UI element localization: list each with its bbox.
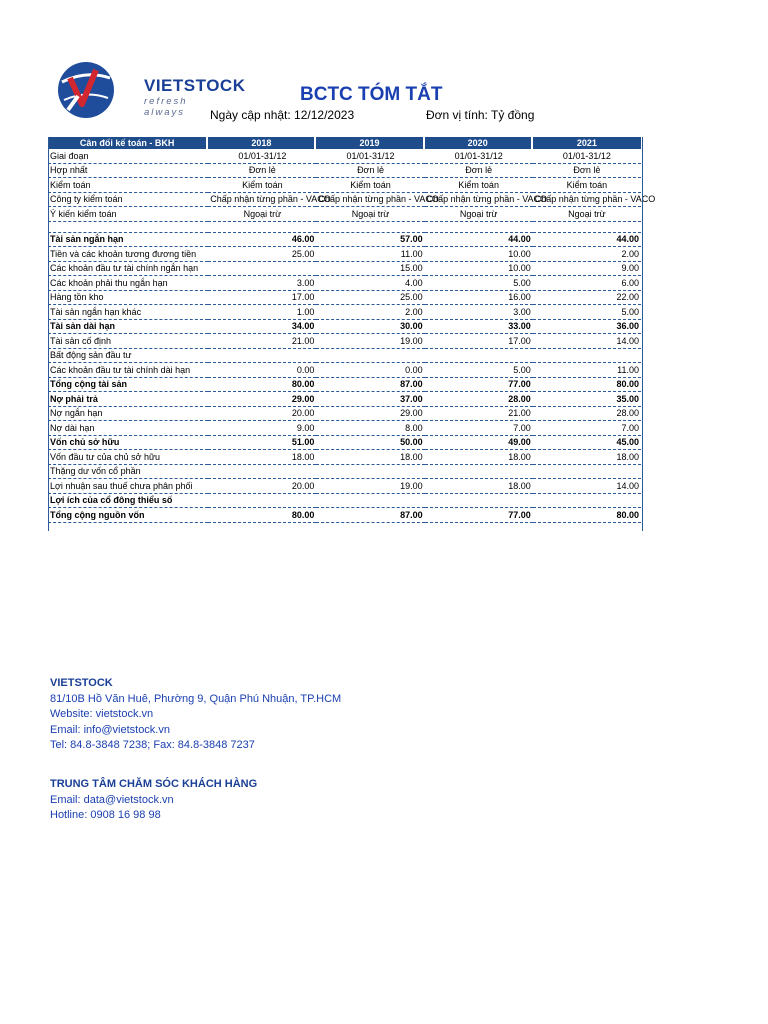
row-value: Kiểm toán xyxy=(208,178,316,193)
row-value xyxy=(425,465,533,480)
table-row xyxy=(48,320,641,335)
table-row xyxy=(48,164,641,179)
row-value: 17.00 xyxy=(208,291,316,306)
row-label: Nợ ngắn hạn xyxy=(48,407,208,422)
row-label: Thặng dư vốn cổ phần xyxy=(48,465,208,480)
spacer-row xyxy=(48,222,641,233)
row-value: 80.00 xyxy=(533,378,641,393)
row-value: 87.00 xyxy=(316,508,424,523)
row-value: 5.00 xyxy=(533,305,641,320)
row-value: 11.00 xyxy=(316,247,424,262)
row-value: 21.00 xyxy=(425,407,533,422)
row-value: 19.00 xyxy=(316,479,424,494)
row-value: 01/01-31/12 xyxy=(533,149,641,164)
row-value: Đơn lẻ xyxy=(316,164,424,179)
row-value: 2.00 xyxy=(533,247,641,262)
row-label: Tài sản ngắn hạn xyxy=(48,233,208,248)
balance-sheet-table xyxy=(48,137,656,523)
row-label: Hàng tồn kho xyxy=(48,291,208,306)
row-value: 01/01-31/12 xyxy=(316,149,424,164)
table-row xyxy=(48,363,641,378)
header-cell: Cân đối kế toán - BKH xyxy=(48,137,208,149)
table-row xyxy=(48,450,641,465)
row-value: 19.00 xyxy=(316,334,424,349)
row-value: 18.00 xyxy=(425,479,533,494)
row-value: Ngoại trừ xyxy=(316,207,424,222)
row-label: Hợp nhất xyxy=(48,164,208,179)
table-row xyxy=(48,262,641,277)
row-value: 10.00 xyxy=(425,262,533,277)
table-row xyxy=(48,479,641,494)
table-header-row xyxy=(48,137,641,149)
row-value: 25.00 xyxy=(208,247,316,262)
row-value: 44.00 xyxy=(533,233,641,248)
row-value: 0.00 xyxy=(208,363,316,378)
row-value: 28.00 xyxy=(425,392,533,407)
company-info xyxy=(50,676,341,754)
row-label: Ý kiến kiểm toán xyxy=(48,207,208,222)
unit-label: Đơn vị tính: Tỷ đồng xyxy=(426,108,535,122)
row-value: 3.00 xyxy=(425,305,533,320)
row-value xyxy=(425,494,533,509)
header-cell: 2021 xyxy=(533,137,641,149)
table-row xyxy=(48,421,641,436)
row-value: Chấp nhận từng phần - VACO xyxy=(208,193,316,208)
table-row xyxy=(48,193,641,208)
row-value: 22.00 xyxy=(533,291,641,306)
row-value: 44.00 xyxy=(425,233,533,248)
support-title: TRUNG TÂM CHĂM SÓC KHÁCH HÀNG xyxy=(50,778,258,790)
row-value: 18.00 xyxy=(533,450,641,465)
row-value: 49.00 xyxy=(425,436,533,451)
row-value: 25.00 xyxy=(316,291,424,306)
empty-cell xyxy=(533,222,641,233)
row-label: Tài sản dài hạn xyxy=(48,320,208,335)
table-row xyxy=(48,305,641,320)
row-label: Lợi nhuận sau thuế chưa phân phối xyxy=(48,479,208,494)
row-value: 6.00 xyxy=(533,276,641,291)
header-cell: 2018 xyxy=(208,137,316,149)
row-value: 35.00 xyxy=(533,392,641,407)
table-row xyxy=(48,247,641,262)
table-row xyxy=(48,207,641,222)
row-value: 9.00 xyxy=(533,262,641,277)
row-value xyxy=(208,465,316,480)
company-website: Website: vietstock.vn xyxy=(50,708,154,720)
logo-globe-icon xyxy=(56,60,116,120)
row-value: 18.00 xyxy=(208,450,316,465)
row-value: 20.00 xyxy=(208,479,316,494)
row-value: Chấp nhận từng phần - VACO xyxy=(425,193,533,208)
row-value xyxy=(316,465,424,480)
row-label: Tổng cộng nguồn vốn xyxy=(48,508,208,523)
vietstock-logo xyxy=(56,60,246,120)
row-label: Các khoản phải thu ngắn hạn xyxy=(48,276,208,291)
row-value: Đơn lẻ xyxy=(208,164,316,179)
row-value: 9.00 xyxy=(208,421,316,436)
row-value: 46.00 xyxy=(208,233,316,248)
row-value: 14.00 xyxy=(533,334,641,349)
row-value: 18.00 xyxy=(316,450,424,465)
row-value: Ngoại trừ xyxy=(533,207,641,222)
table-row xyxy=(48,276,641,291)
row-value: 37.00 xyxy=(316,392,424,407)
table-row xyxy=(48,233,641,248)
row-value: 34.00 xyxy=(208,320,316,335)
row-value: 01/01-31/12 xyxy=(208,149,316,164)
table-row xyxy=(48,436,641,451)
row-value: 8.00 xyxy=(316,421,424,436)
table-row xyxy=(48,508,641,523)
table-row xyxy=(48,465,641,480)
support-email: Email: data@vietstock.vn xyxy=(50,793,174,806)
row-value xyxy=(208,262,316,277)
row-label: Tiền và các khoản tương đương tiền xyxy=(48,247,208,262)
logo-tagline: refresh always xyxy=(144,96,188,118)
row-value: 5.00 xyxy=(425,363,533,378)
support-info xyxy=(50,777,257,824)
company-tel: Tel: 84.8-3848 7238; Fax: 84.8-3848 7237 xyxy=(50,739,255,751)
row-value: 29.00 xyxy=(208,392,316,407)
row-value xyxy=(316,494,424,509)
row-value: 50.00 xyxy=(316,436,424,451)
row-value: 30.00 xyxy=(316,320,424,335)
header-cell: 2020 xyxy=(425,137,533,149)
company-name: VIETSTOCK xyxy=(50,677,113,689)
row-value: 77.00 xyxy=(425,378,533,393)
row-value xyxy=(316,349,424,364)
row-label: Tài sản cố định xyxy=(48,334,208,349)
row-value: 7.00 xyxy=(533,421,641,436)
table-row xyxy=(48,392,641,407)
row-value: Kiểm toán xyxy=(533,178,641,193)
row-label: Nợ dài hạn xyxy=(48,421,208,436)
row-value: 1.00 xyxy=(208,305,316,320)
row-value: 3.00 xyxy=(208,276,316,291)
row-value xyxy=(425,349,533,364)
row-value: 80.00 xyxy=(208,508,316,523)
row-label: Bất động sản đầu tư xyxy=(48,349,208,364)
row-value: 16.00 xyxy=(425,291,533,306)
empty-cell xyxy=(425,222,533,233)
row-label: Vốn chủ sở hữu xyxy=(48,436,208,451)
table-row xyxy=(48,291,641,306)
row-label: Lợi ích của cổ đông thiểu số xyxy=(48,494,208,509)
row-value: 80.00 xyxy=(533,508,641,523)
row-label: Vốn đầu tư của chủ sở hữu xyxy=(48,450,208,465)
page-title: BCTC TÓM TẮT xyxy=(300,84,443,105)
row-value: 36.00 xyxy=(533,320,641,335)
empty-cell xyxy=(208,222,316,233)
company-address: 81/10B Hồ Văn Huê, Phường 9, Quận Phú Nhuận, TP.HCM xyxy=(50,692,342,705)
table-row xyxy=(48,334,641,349)
row-label: Tổng cộng tài sản xyxy=(48,378,208,393)
row-label: Công ty kiểm toán xyxy=(48,193,208,208)
row-value: Ngoại trừ xyxy=(208,207,316,222)
row-value: 15.00 xyxy=(316,262,424,277)
row-value xyxy=(208,349,316,364)
row-value: Kiểm toán xyxy=(425,178,533,193)
table-row xyxy=(48,149,641,164)
support-hotline: Hotline: 0908 16 98 98 xyxy=(50,809,161,821)
row-label: Kiểm toán xyxy=(48,178,208,193)
row-value: 29.00 xyxy=(316,407,424,422)
row-value: 10.00 xyxy=(425,247,533,262)
table-row xyxy=(48,407,641,422)
row-label: Các khoản đầu tư tài chính dài hạn xyxy=(48,363,208,378)
row-value: 33.00 xyxy=(425,320,533,335)
row-value: 01/01-31/12 xyxy=(425,149,533,164)
row-value: 17.00 xyxy=(425,334,533,349)
row-value xyxy=(533,349,641,364)
row-value: 20.00 xyxy=(208,407,316,422)
header-cell: 2019 xyxy=(316,137,424,149)
row-value: 2.00 xyxy=(316,305,424,320)
row-value: 18.00 xyxy=(425,450,533,465)
row-value xyxy=(533,494,641,509)
row-value: Kiểm toán xyxy=(316,178,424,193)
row-value: 14.00 xyxy=(533,479,641,494)
row-value: 21.00 xyxy=(208,334,316,349)
row-value: 80.00 xyxy=(208,378,316,393)
row-label: Các khoản đầu tư tài chính ngắn hạn xyxy=(48,262,208,277)
row-value: Đơn lẻ xyxy=(533,164,641,179)
update-date: Ngày cập nhật: 12/12/2023 xyxy=(210,108,355,122)
row-value: 28.00 xyxy=(533,407,641,422)
row-value: 57.00 xyxy=(316,233,424,248)
row-label: Giai đoạn xyxy=(48,149,208,164)
row-value: 45.00 xyxy=(533,436,641,451)
empty-cell xyxy=(316,222,424,233)
logo-text: VIETSTOCK xyxy=(144,76,246,95)
row-value: 51.00 xyxy=(208,436,316,451)
row-value: Đơn lẻ xyxy=(425,164,533,179)
table-row xyxy=(48,378,641,393)
row-label: Tài sản ngắn hạn khác xyxy=(48,305,208,320)
row-value: 11.00 xyxy=(533,363,641,378)
row-value: 4.00 xyxy=(316,276,424,291)
row-value: Chấp nhận từng phần - VACO xyxy=(533,193,641,208)
row-value: 77.00 xyxy=(425,508,533,523)
empty-cell xyxy=(48,222,208,233)
row-label: Nợ phải trả xyxy=(48,392,208,407)
row-value: 5.00 xyxy=(425,276,533,291)
table-row xyxy=(48,494,641,509)
row-value: 7.00 xyxy=(425,421,533,436)
row-value: 0.00 xyxy=(316,363,424,378)
table-row xyxy=(48,349,641,364)
row-value: Chấp nhận từng phần - VACO xyxy=(316,193,424,208)
table-row xyxy=(48,178,641,193)
row-value: Ngoại trừ xyxy=(425,207,533,222)
company-email: Email: info@vietstock.vn xyxy=(50,723,170,736)
row-value xyxy=(208,494,316,509)
row-value xyxy=(533,465,641,480)
row-value: 87.00 xyxy=(316,378,424,393)
